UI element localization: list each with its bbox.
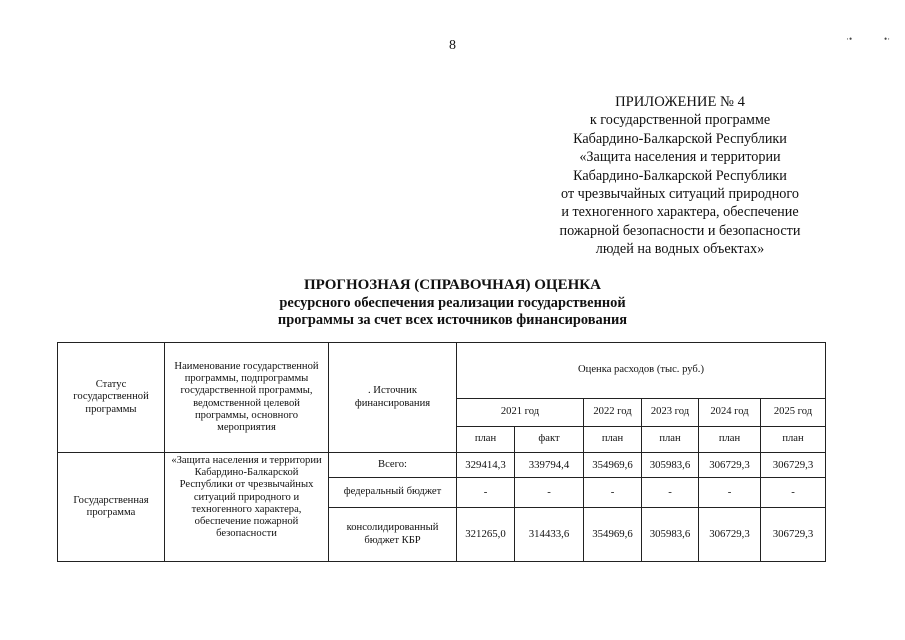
document-title [0,277,905,330]
title-line-1: ПРОГНОЗНАЯ (СПРАВОЧНАЯ) ОЦЕНКА [304,277,601,293]
row-status: Государственная программа [58,453,165,562]
row-value: 354969,6 [584,508,642,562]
row-value: 305983,6 [642,453,699,478]
row-value: 306729,3 [761,508,826,562]
row-value: 306729,3 [761,453,826,478]
row-value: - [457,478,515,508]
header-year-2023: 2023 год [642,399,699,427]
header-year-2022: 2022 год [584,399,642,427]
appendix-block [520,93,840,259]
title-line-3: программы за счет всех источников финансирования [277,312,628,328]
header-sub-plan: план [699,427,761,453]
header-estimate: Оценка расходов (тыс. руб.) [457,343,826,399]
row-value: 329414,3 [457,453,515,478]
row-source: Всего: [329,453,457,478]
row-source: федеральный бюджет [329,478,457,508]
header-status: Статус государственной программы [58,343,165,453]
appendix-line: Кабардино-Балкарской Республики [573,130,787,147]
appendix-line: людей на водных объектах» [595,241,765,258]
appendix-heading: ПРИЛОЖЕНИЕ № 4 [615,94,745,110]
row-value: 306729,3 [699,453,761,478]
scan-artifact-mark: ·• [846,34,853,44]
scan-artifact-mark: •· [884,34,891,44]
header-year-2021: 2021 год [457,399,584,427]
header-year-2024: 2024 год [699,399,761,427]
row-value: 314433,6 [515,508,584,562]
header-year-2025: 2025 год [761,399,826,427]
appendix-line: «Защита населения и территории [579,149,781,166]
page-number: 8 [449,38,456,53]
row-value: 321265,0 [457,508,515,562]
row-value: 306729,3 [699,508,761,562]
table-row [58,453,826,478]
row-value: - [584,478,642,508]
row-value: 354969,6 [584,453,642,478]
appendix-line: пожарной безопасности и безопасности [559,222,801,239]
header-sub-fact: факт [515,427,584,453]
title-line-2: ресурсного обеспечения реализации государственной [279,294,626,311]
appendix-line: к государственной программе [589,112,771,129]
appendix-line: и техногенного характера, обеспечение [561,204,799,221]
appendix-line: Кабардино-Балкарской Республики [573,167,787,184]
header-source: . Источник финансирования [329,343,457,453]
header-sub-plan: план [584,427,642,453]
row-program-name: «Защита населения и территории Кабардино-Балкарской Республики от чрезвычайных ситуаций природного и техногенного характера, обеспечение пожарной безопасности [165,453,329,562]
row-value: 305983,6 [642,508,699,562]
row-value: - [761,478,826,508]
row-value: - [515,478,584,508]
row-value: - [642,478,699,508]
row-value: - [699,478,761,508]
resource-estimate-table [57,342,826,562]
row-value: 339794,4 [515,453,584,478]
appendix-line: от чрезвычайных ситуаций природного [561,186,799,203]
header-sub-plan: план [761,427,826,453]
header-sub-plan: план [642,427,699,453]
header-sub-plan: план [457,427,515,453]
row-source: консолидированный бюджет КБР [329,508,457,562]
header-name: Наименование государственной программы, подпрограммы государственной программы, ведомственной целевой программы, основного мероприятия [165,343,329,453]
